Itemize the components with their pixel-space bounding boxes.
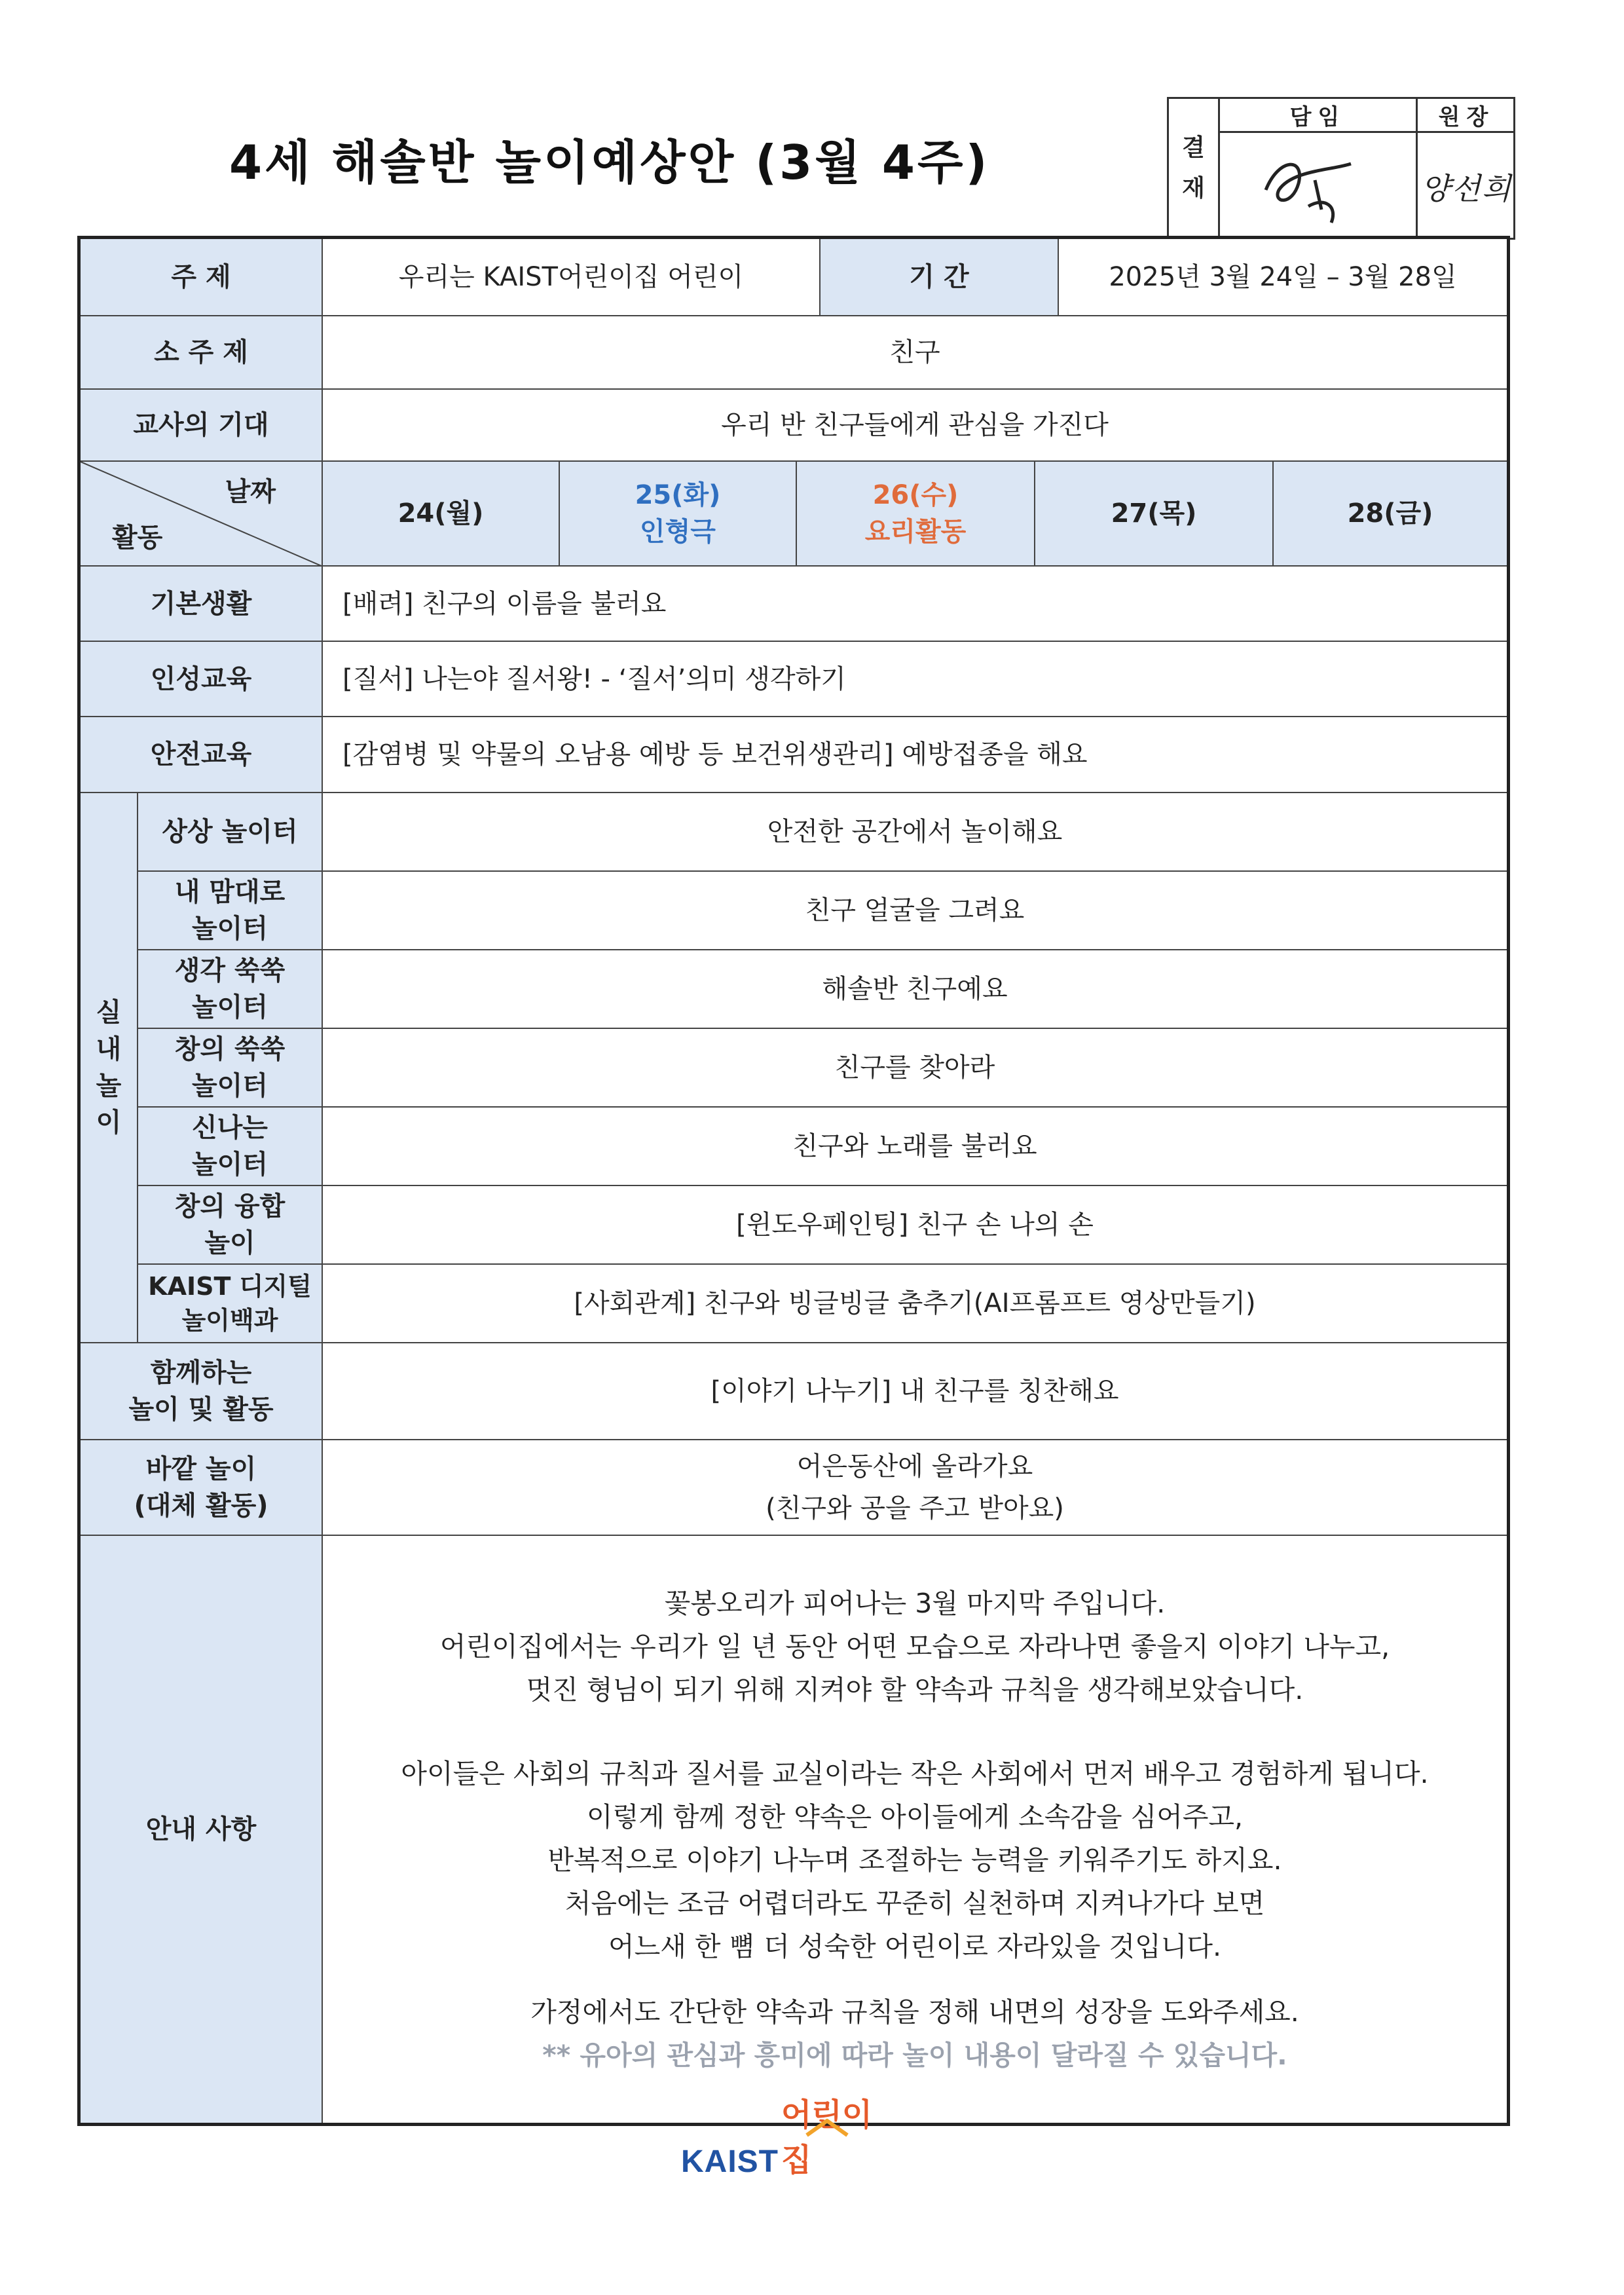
education-label: 안전교육 <box>81 717 323 793</box>
date-activity-header <box>81 462 323 567</box>
indoor-row-label-line: KAIST 디지털 <box>148 1272 312 1301</box>
period-value: 2025년 3월 24일 – 3월 28일 <box>1059 239 1507 316</box>
day-event: 요리활동 <box>864 517 967 547</box>
day-label: 27(목) <box>1111 498 1197 529</box>
house-roof-icon <box>804 2118 850 2138</box>
day-friday <box>1274 462 1507 567</box>
indoor-row-value: 해솔반 친구예요 <box>323 950 1507 1029</box>
together-value: [이야기 나누기] 내 친구를 칭찬해요 <box>323 1343 1507 1440</box>
plan-table <box>77 236 1510 2126</box>
logo-text-ko: 어린이집 <box>781 2097 873 2178</box>
day-tuesday <box>560 462 797 567</box>
notice-line: 멋진 형님이 되기 위해 지켜야 할 약속과 규칙을 생각해보았습니다. <box>526 1674 1304 1706</box>
day-label: 25(화) <box>635 480 721 510</box>
indoor-row-label <box>138 1108 323 1186</box>
indoor-char: 놀 <box>96 1071 122 1101</box>
notice-line: 어느새 한 뼘 더 성숙한 어린이로 자라있을 것입니다. <box>608 1931 1221 1962</box>
indoor-row-label-line: 놀이터 <box>192 914 268 944</box>
outdoor-label-line: (대체 활동) <box>134 1491 268 1521</box>
logo-text-en: KAIST <box>681 2144 779 2179</box>
page-title: 4세 해솔반 놀이예상안 (3월 4주) <box>229 135 990 190</box>
indoor-row-value: [윈도우페인팅] 친구 손 나의 손 <box>323 1186 1507 1265</box>
education-label: 기본생활 <box>81 567 323 642</box>
approval-director-head: 원장 <box>1418 99 1515 133</box>
notice-line: 처음에는 조금 어렵더라도 꾸준히 실천하며 지켜나가다 보면 <box>564 1888 1265 1919</box>
indoor-row-value: [사회관계] 친구와 빙글빙글 춤추기(AI프롬프트 영상만들기) <box>323 1265 1507 1343</box>
indoor-play-group-label <box>81 793 138 1343</box>
indoor-row-label-line: 놀이터 <box>192 1149 268 1180</box>
approval-side-char: 결 <box>1182 134 1205 161</box>
indoor-char: 이 <box>96 1108 122 1138</box>
expect-label: 교사의 기대 <box>81 390 323 462</box>
indoor-row-label <box>138 1029 323 1108</box>
approval-box <box>1167 97 1515 240</box>
notice-content <box>323 1536 1507 2123</box>
day-thursday <box>1035 462 1274 567</box>
notice-line: 반복적으로 이야기 나누며 조절하는 능력을 키워주기도 하지요. <box>547 1844 1282 1876</box>
date-label: 날짜 <box>225 477 276 507</box>
day-label: 26(수) <box>872 480 959 510</box>
day-label: 24(월) <box>397 498 484 529</box>
indoor-row-value: 친구 얼굴을 그려요 <box>323 872 1507 950</box>
together-label-line: 놀이 및 활동 <box>128 1394 274 1425</box>
indoor-row-value: 친구와 노래를 불러요 <box>323 1108 1507 1186</box>
approval-teacher-head: 담임 <box>1220 99 1416 133</box>
indoor-row-label-line: 놀이터 <box>192 1071 268 1101</box>
indoor-row-label <box>138 1186 323 1265</box>
notice-footnote: ** 유아의 관심과 흥미에 따라 놀이 내용이 달라질 수 있습니다. <box>542 2040 1287 2071</box>
indoor-row-label <box>138 872 323 950</box>
activity-label: 활동 <box>112 523 163 553</box>
indoor-char: 내 <box>96 1034 122 1064</box>
subtheme-label: 소 주 제 <box>81 316 323 390</box>
indoor-row-label-line: 생각 쑥쑥 <box>174 956 286 986</box>
notice-line: 꽃봉오리가 피어나는 3월 마지막 주입니다. <box>664 1588 1166 1619</box>
notice-line: 이렇게 함께 정한 약속은 아이들에게 소속감을 심어주고, <box>586 1801 1244 1833</box>
notice-line: 아이들은 사회의 규칙과 질서를 교실이라는 작은 사회에서 먼저 배우고 경험하게 됩니다. <box>401 1758 1429 1789</box>
outdoor-value-line: (친구와 공을 주고 받아요) <box>766 1493 1064 1523</box>
approval-director <box>1418 99 1515 238</box>
indoor-row-label-line: 놀이 <box>204 1228 255 1258</box>
education-value: [감염병 및 약물의 오남용 예방 등 보건위생관리] 예방접종을 해요 <box>323 717 1507 793</box>
theme-value: 우리는 KAIST어린이집 어린이 <box>323 239 821 316</box>
teacher-signature <box>1220 133 1416 240</box>
outdoor-label-line: 바깥 놀이 <box>145 1454 257 1484</box>
approval-side-char: 재 <box>1182 175 1205 202</box>
day-monday <box>323 462 560 567</box>
education-label: 인성교육 <box>81 642 323 717</box>
indoor-row-value: 안전한 공간에서 놀이해요 <box>323 793 1507 872</box>
day-event: 인형극 <box>640 517 716 547</box>
indoor-row-label-line: 신나는 <box>192 1113 268 1143</box>
period-label: 기 간 <box>821 239 1059 316</box>
indoor-row-label-line: 내 맘대로 <box>174 877 286 907</box>
indoor-row-label-line: 창의 쑥쑥 <box>174 1034 286 1064</box>
notice-label: 안내 사항 <box>81 1536 323 2123</box>
indoor-char: 실 <box>96 998 122 1028</box>
indoor-row-label <box>138 950 323 1029</box>
notice-line: 가정에서도 간단한 약속과 규칙을 정해 내면의 성장을 도와주세요. <box>530 1996 1299 2028</box>
expect-value: 우리 반 친구들에게 관심을 가진다 <box>323 390 1507 462</box>
indoor-row-label <box>138 1265 323 1343</box>
theme-label: 주 제 <box>81 239 323 316</box>
indoor-row-value: 친구를 찾아라 <box>323 1029 1507 1108</box>
day-label: 28(금) <box>1347 498 1433 529</box>
outdoor-label <box>81 1440 323 1536</box>
indoor-row-label-line: 창의 융합 <box>174 1191 286 1222</box>
approval-teacher <box>1220 99 1418 238</box>
education-value: [배려] 친구의 이름을 불러요 <box>323 567 1507 642</box>
subtheme-value: 친구 <box>323 316 1507 390</box>
kaist-daycare-logo <box>681 2097 891 2180</box>
indoor-row-label-line: 놀이백과 <box>181 1306 278 1335</box>
together-label-line: 함께하는 <box>150 1358 252 1388</box>
notice-line: 어린이집에서는 우리가 일 년 동안 어떤 모습으로 자라나면 좋을지 이야기 나누고, <box>439 1631 1390 1662</box>
education-value: [질서] 나는야 질서왕! - ‘질서’의미 생각하기 <box>323 642 1507 717</box>
indoor-row-label <box>138 793 323 872</box>
director-signature: 양선희 <box>1420 170 1513 206</box>
approval-side-label <box>1169 99 1220 238</box>
together-label <box>81 1343 323 1440</box>
indoor-row-label-line: 상상 놀이터 <box>162 817 298 847</box>
day-wednesday <box>797 462 1035 567</box>
outdoor-value <box>323 1440 1507 1536</box>
outdoor-value-line: 어은동산에 올라가요 <box>796 1451 1033 1482</box>
indoor-row-label-line: 놀이터 <box>192 992 268 1022</box>
